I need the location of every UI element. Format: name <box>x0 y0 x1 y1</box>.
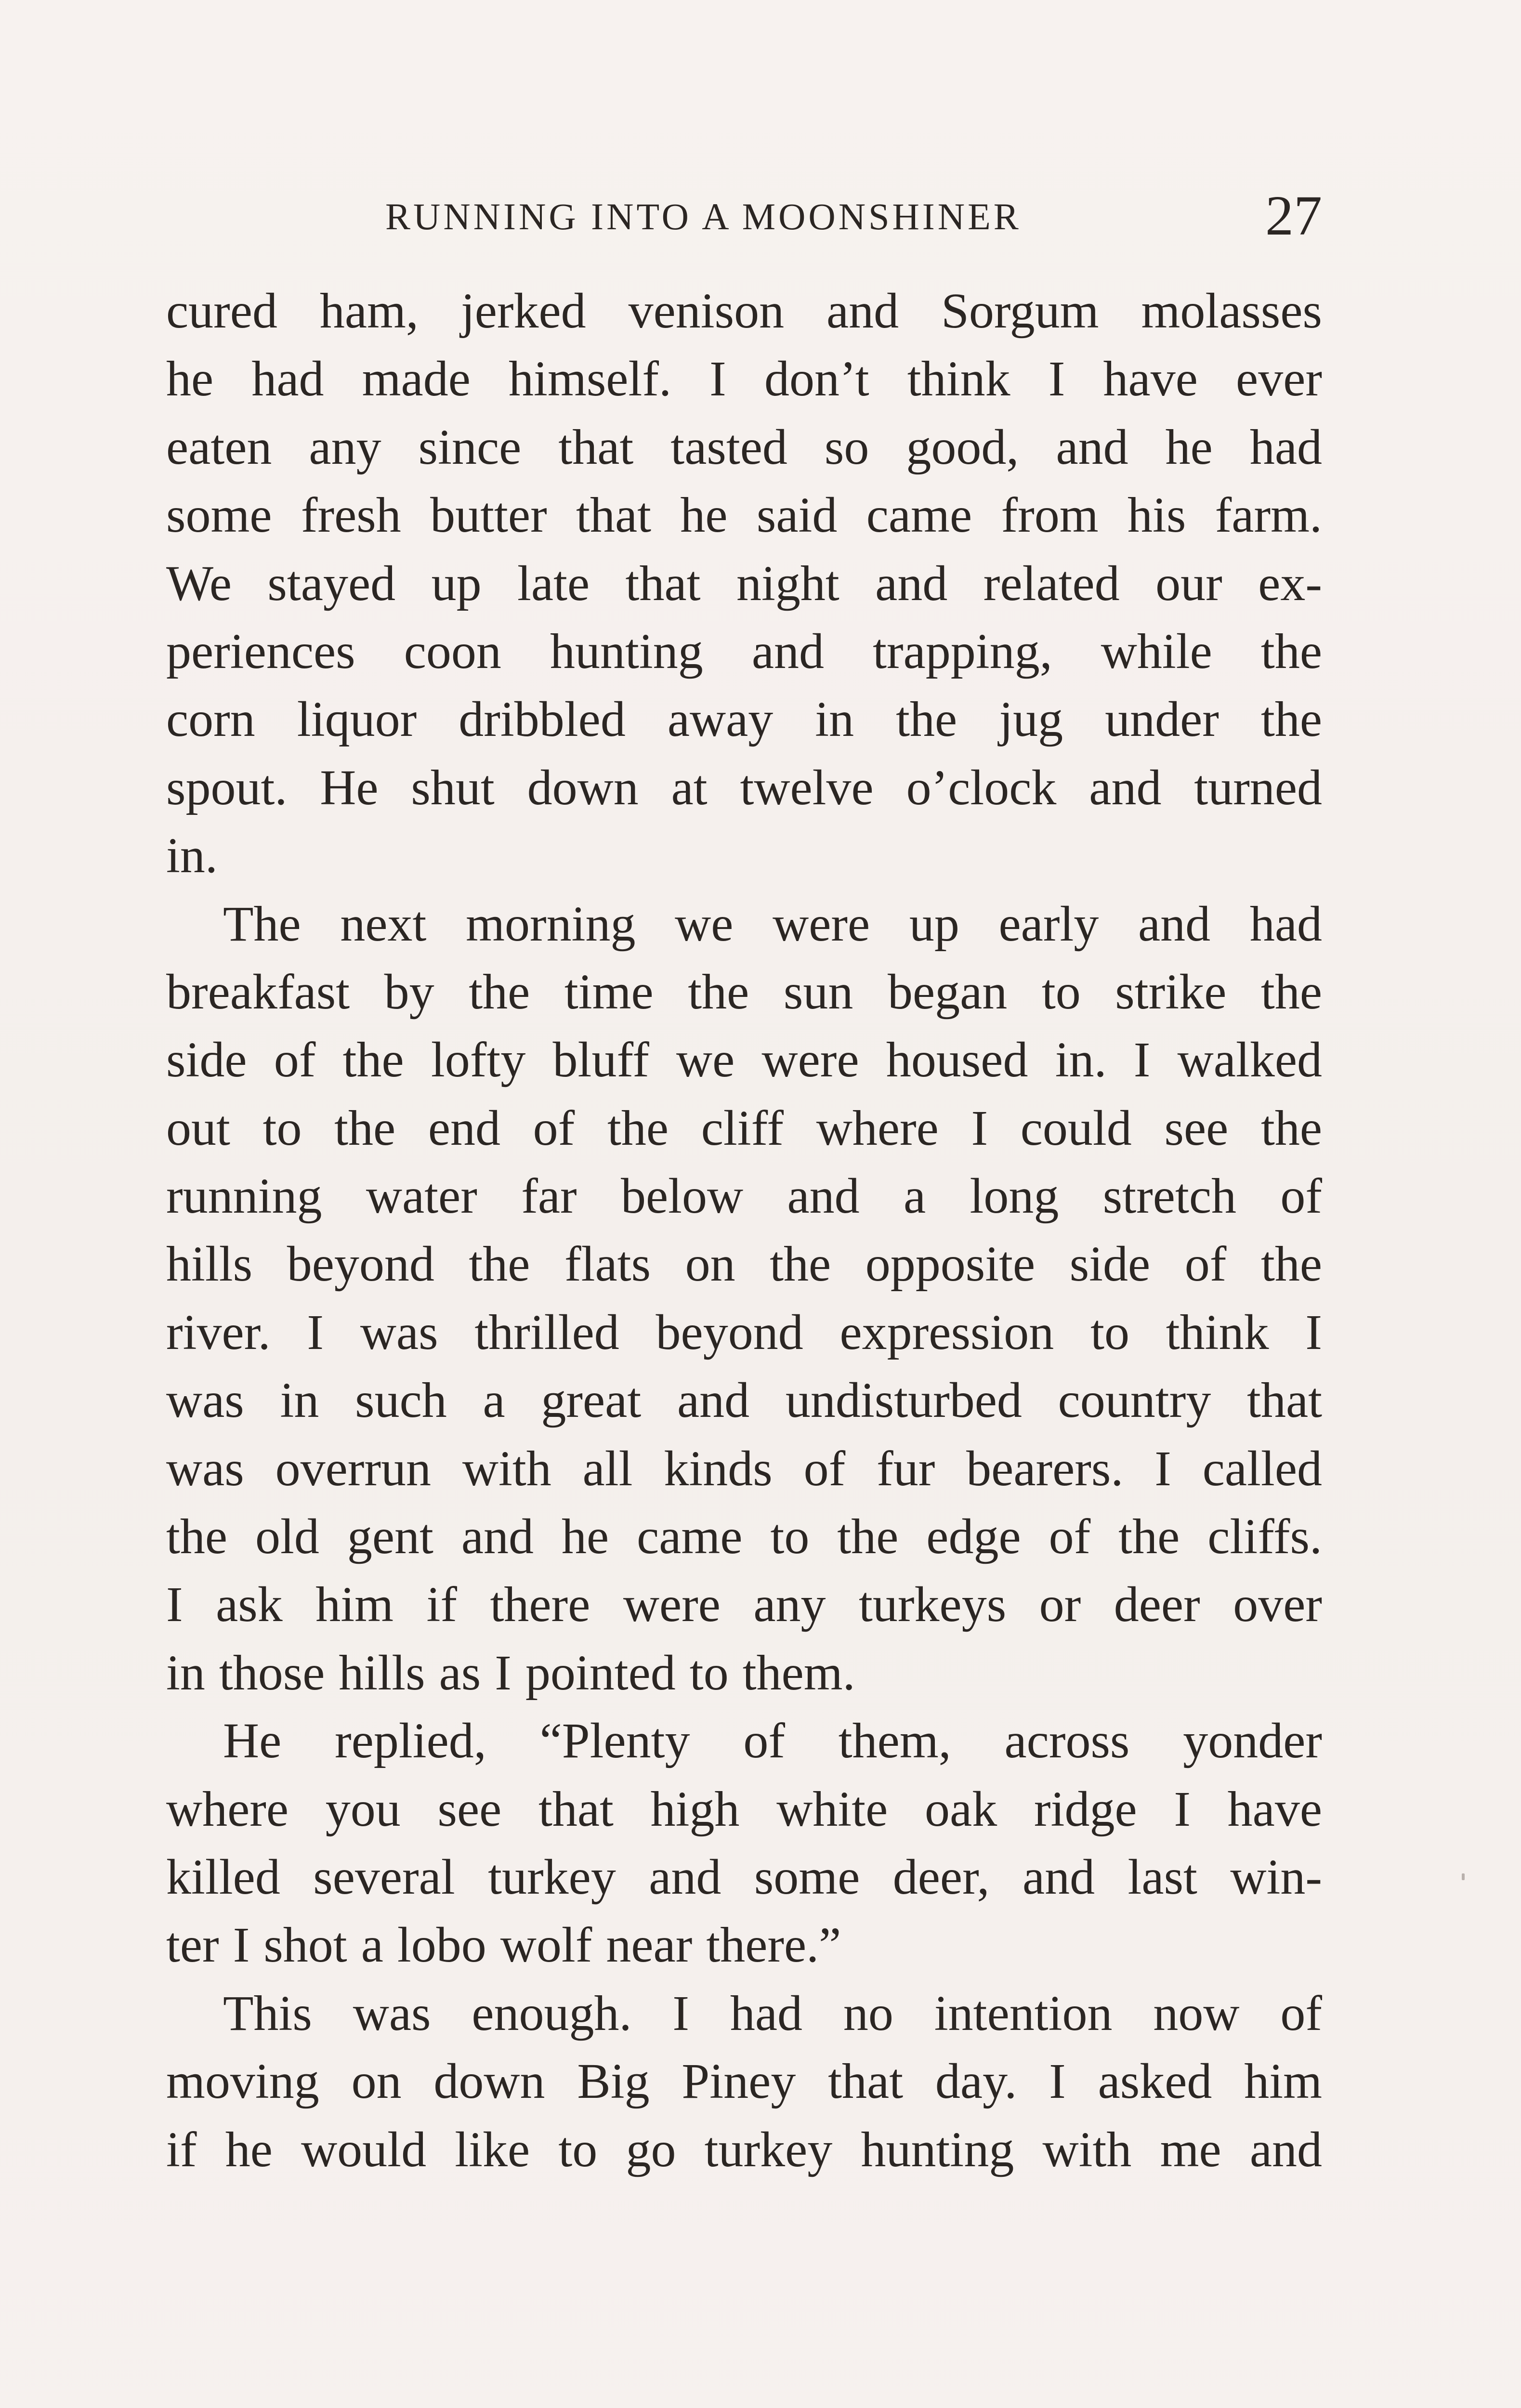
text-line: I ask him if there were any turkeys or deer over <box>166 1577 1322 1633</box>
text-line: running water far below and a long stretch of <box>166 1168 1322 1224</box>
text-line: was overrun with all kinds of fur bearers. I called <box>166 1440 1322 1496</box>
text-line: We stayed up late that night and related our ex- <box>166 555 1322 611</box>
text-line: eaten any since that tasted so good, and he had <box>166 419 1322 475</box>
text-line: the old gent and he came to the edge of the cliffs. <box>166 1509 1322 1565</box>
text-line: if he would like to go turkey hunting with me and <box>166 2121 1322 2177</box>
paragraph-start-line: He replied, “Plenty of them, across yonder <box>223 1713 1322 1769</box>
text-line: in those hills as I pointed to them. <box>166 1645 855 1701</box>
page-number: 27 <box>1265 184 1322 247</box>
paragraph-start-line: This was enough. I had no intention now of <box>223 1985 1322 2041</box>
text-line: river. I was thrilled beyond expression to think I <box>166 1304 1322 1360</box>
text-line: some fresh butter that he said came from his farm. <box>166 487 1322 543</box>
text-line: in. <box>166 828 218 884</box>
paper-speck <box>1462 1873 1465 1880</box>
body-text <box>166 277 1322 2184</box>
text-line: killed several turkey and some deer, and last win- <box>166 1849 1322 1905</box>
paragraph-start-line: The next morning we were up early and had <box>223 896 1322 952</box>
running-title: RUNNING INTO A MOONSHINER <box>385 196 1022 237</box>
text-line: spout. He shut down at twelve o’clock and turned <box>166 759 1322 815</box>
text-line: he had made himself. I don’t think I have ever <box>166 351 1322 407</box>
text-line: hills beyond the flats on the opposite side of the <box>166 1236 1322 1292</box>
text-line: cured ham, jerked venison and Sorgum molasses <box>166 283 1322 339</box>
text-line: out to the end of the cliff where I could see the <box>166 1100 1322 1156</box>
running-header <box>166 184 1322 247</box>
text-line: corn liquor dribbled away in the jug under the <box>166 692 1322 747</box>
text-line: where you see that high white oak ridge I have <box>166 1781 1322 1837</box>
text-line: periences coon hunting and trapping, while the <box>166 623 1322 679</box>
text-line: side of the lofty bluff we were housed in. I walked <box>166 1032 1322 1088</box>
text-line: breakfast by the time the sun began to strike the <box>166 964 1322 1020</box>
text-line: moving on down Big Piney that day. I asked him <box>166 2054 1322 2109</box>
text-line: was in such a great and undisturbed country that <box>166 1373 1322 1428</box>
text-line: ter I shot a lobo wolf near there.” <box>166 1917 841 1973</box>
